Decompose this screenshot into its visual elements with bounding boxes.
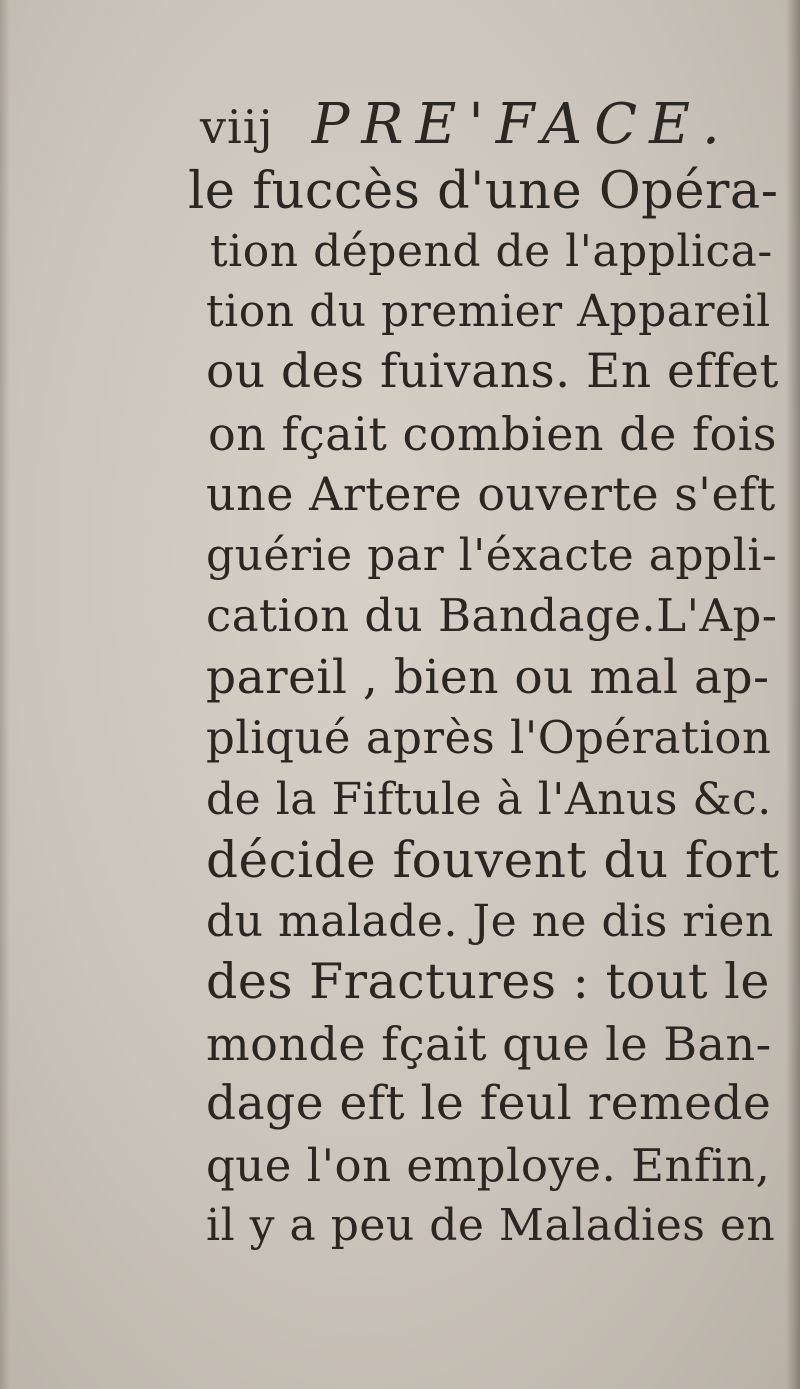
text-line: pareil , bien ou mal ap- (206, 650, 770, 705)
text-line: de la Fiftule à l'Anus &c. (206, 774, 772, 825)
page-right-edge (786, 0, 800, 1389)
page-header (200, 92, 732, 162)
text-line: une Artere ouverte s'eft (206, 467, 776, 521)
running-title: PRE'FACE. (311, 92, 732, 157)
text-line: dage eft le feul remede (206, 1076, 772, 1131)
text-line: que l'on employe. Enfin, (206, 1139, 771, 1192)
text-line: monde fçait que le Ban- (206, 1017, 772, 1071)
text-line: on fçait combien de fois (208, 407, 778, 461)
text-line: il y a peu de Maladies en (206, 1200, 776, 1251)
text-line: tion dépend de l'applica- (210, 226, 773, 277)
text-line: ou des fuivans. En effet (206, 344, 779, 399)
text-line: guérie par l'éxacte appli- (206, 530, 778, 581)
text-line: du malade. Je ne dis rien (206, 896, 774, 947)
text-line: cation du Bandage.L'Ap- (206, 589, 778, 642)
text-line: tion du premier Appareil (206, 286, 771, 337)
text-line: pliqué après l'Opération (206, 711, 772, 764)
text-line: décide fouvent du fort (206, 831, 780, 889)
text-line: le fuccès d'une Opéra- (188, 162, 779, 221)
page-number: viij (200, 100, 274, 154)
page-left-shadow (0, 0, 10, 1389)
text-line: des Fractures : tout le (206, 953, 770, 1010)
